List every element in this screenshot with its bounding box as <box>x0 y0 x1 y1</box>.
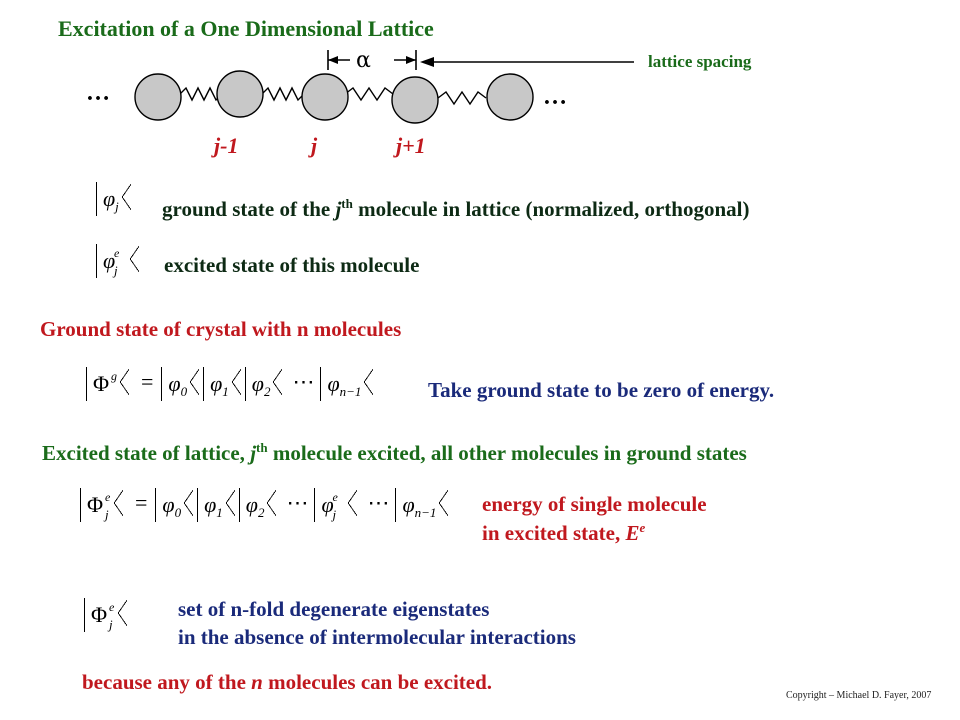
ground-state-description <box>162 196 749 222</box>
pointer-arrowhead <box>420 57 434 67</box>
crystal-ground-heading: Ground state of crystal with n molecules <box>40 317 402 341</box>
arrowhead-right <box>406 56 416 64</box>
because-n: n <box>251 670 263 694</box>
label-j-plus-1: j+1 <box>396 133 426 158</box>
spring-4 <box>438 92 486 104</box>
spring-3 <box>345 88 393 100</box>
energy-line-2 <box>482 520 645 546</box>
excited-heading-post: molecule excited, all other molecules in ground states <box>267 441 747 465</box>
excited-heading-pre: Excited state of lattice, <box>42 441 251 465</box>
because-post: molecules can be excited. <box>262 670 493 694</box>
spring-1 <box>180 88 222 100</box>
ground-desc-post: molecule in lattice (normalized, orthogonal) <box>352 197 750 221</box>
excited-heading-j: j <box>250 441 257 465</box>
crystal-ground-equation: Φ g = $\varphi_0$ $\varphi_1$ $\varphi_2$ ⋯ $\varphi_{n-1}$ <box>86 367 377 401</box>
degenerate-line-2: in the absence of intermolecular interactions <box>178 625 576 649</box>
ground-desc-pre: ground state of the <box>162 197 336 221</box>
energy-line-2-pre: in excited state, <box>482 521 626 545</box>
energy-line-1: energy of single molecule <box>482 492 707 516</box>
molecule-4 <box>392 77 438 123</box>
copyright: Copyright – Michael D. Fayer, 2007 <box>786 690 932 701</box>
ket-Phi-j-excited: Φ e j <box>84 598 131 632</box>
energy-symbol-E: E <box>625 521 640 545</box>
molecule-5 <box>487 74 533 120</box>
molecule-2 <box>217 71 263 117</box>
molecule-3 <box>302 74 348 120</box>
molecule-1 <box>135 74 181 120</box>
because-pre: because any of the <box>82 670 252 694</box>
because-line <box>82 670 492 695</box>
page-title: Excitation of a One Dimensional Lattice <box>58 16 434 41</box>
ket-phi-j-excited: φ e j <box>96 244 143 278</box>
zero-energy-note: Take ground state to be zero of energy. <box>428 378 775 402</box>
ground-desc-th: th <box>341 196 353 211</box>
right-ellipsis: … <box>543 84 567 110</box>
ground-desc-j: j <box>335 197 342 221</box>
lattice-spacing-label: lattice spacing <box>648 52 752 71</box>
degenerate-line-1: set of n-fold degenerate eigenstates <box>178 597 490 621</box>
label-j-minus-1: j-1 <box>214 133 239 158</box>
energy-symbol-e: e <box>639 520 646 535</box>
alpha-symbol: α <box>356 48 371 73</box>
ket-phi-j: $\varphi_j$ <box>96 182 135 216</box>
label-j: j <box>311 133 318 158</box>
spring-2 <box>262 88 304 100</box>
excited-state-description: excited state of this molecule <box>164 253 420 277</box>
excited-heading-th: th <box>256 440 268 455</box>
excited-lattice-heading <box>42 440 747 466</box>
arrowhead-left <box>328 56 338 64</box>
left-ellipsis: … <box>86 80 110 106</box>
excited-lattice-equation: Φ e j = $\varphi_0$ $\varphi_1$ $\varphi_2$ ⋯ φ e j ⋯ $\varphi_{n-1}$ <box>80 488 452 522</box>
